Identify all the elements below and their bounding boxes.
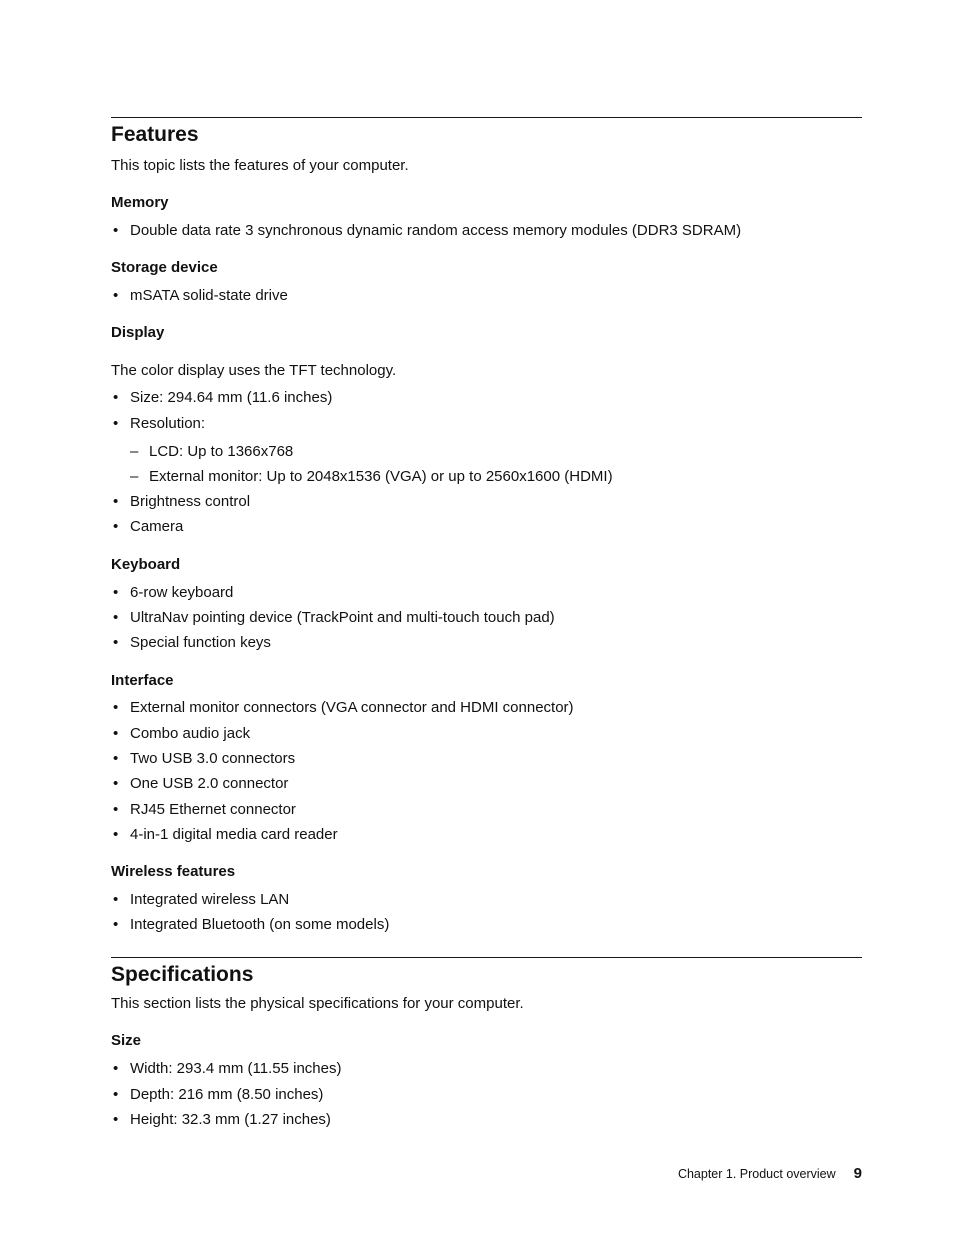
bullet-icon: •	[113, 609, 119, 626]
specifications-title: Specifications	[111, 963, 254, 986]
bullet-icon: •	[113, 1060, 119, 1077]
bullet-icon: •	[113, 634, 119, 651]
display-paragraph: The color display uses the TFT technology.	[111, 362, 397, 379]
interface-heading: Interface	[111, 672, 174, 689]
bullet-icon: •	[113, 1111, 119, 1128]
specifications-intro: This section lists the physical specifications for your computer.	[111, 995, 524, 1012]
dash-icon: –	[130, 443, 139, 460]
bullet-icon: •	[113, 287, 119, 304]
bullet-icon: •	[113, 891, 119, 908]
bullet-icon: •	[113, 389, 119, 406]
page-number: 9	[853, 1165, 862, 1182]
keyboard-heading: Keyboard	[111, 556, 181, 573]
bullet-icon: •	[113, 826, 119, 843]
dash-icon: –	[130, 468, 139, 485]
bullet-icon: •	[113, 775, 119, 792]
page-footer	[678, 1165, 862, 1182]
section-divider	[111, 957, 862, 958]
bullet-icon: •	[113, 916, 119, 933]
bullet-icon: •	[113, 699, 119, 716]
storage-heading: Storage device	[111, 259, 218, 276]
bullet-icon: •	[113, 750, 119, 767]
features-title: Features	[111, 123, 199, 146]
bullet-icon: •	[113, 493, 119, 510]
features-intro: This topic lists the features of your computer.	[111, 157, 409, 174]
bullet-icon: •	[113, 725, 119, 742]
bullet-icon: •	[113, 222, 119, 239]
bullet-icon: •	[113, 801, 119, 818]
display-heading: Display	[111, 324, 165, 341]
size-heading: Size	[111, 1032, 142, 1049]
memory-heading: Memory	[111, 194, 169, 211]
footer-chapter: Chapter 1. Product overview	[677, 1167, 836, 1181]
bullet-icon: •	[113, 415, 119, 432]
bullet-icon: •	[113, 518, 119, 535]
wireless-heading: Wireless features	[111, 863, 236, 880]
bullet-icon: •	[113, 1086, 119, 1103]
section-divider	[111, 117, 862, 118]
bullet-icon: •	[113, 584, 119, 601]
